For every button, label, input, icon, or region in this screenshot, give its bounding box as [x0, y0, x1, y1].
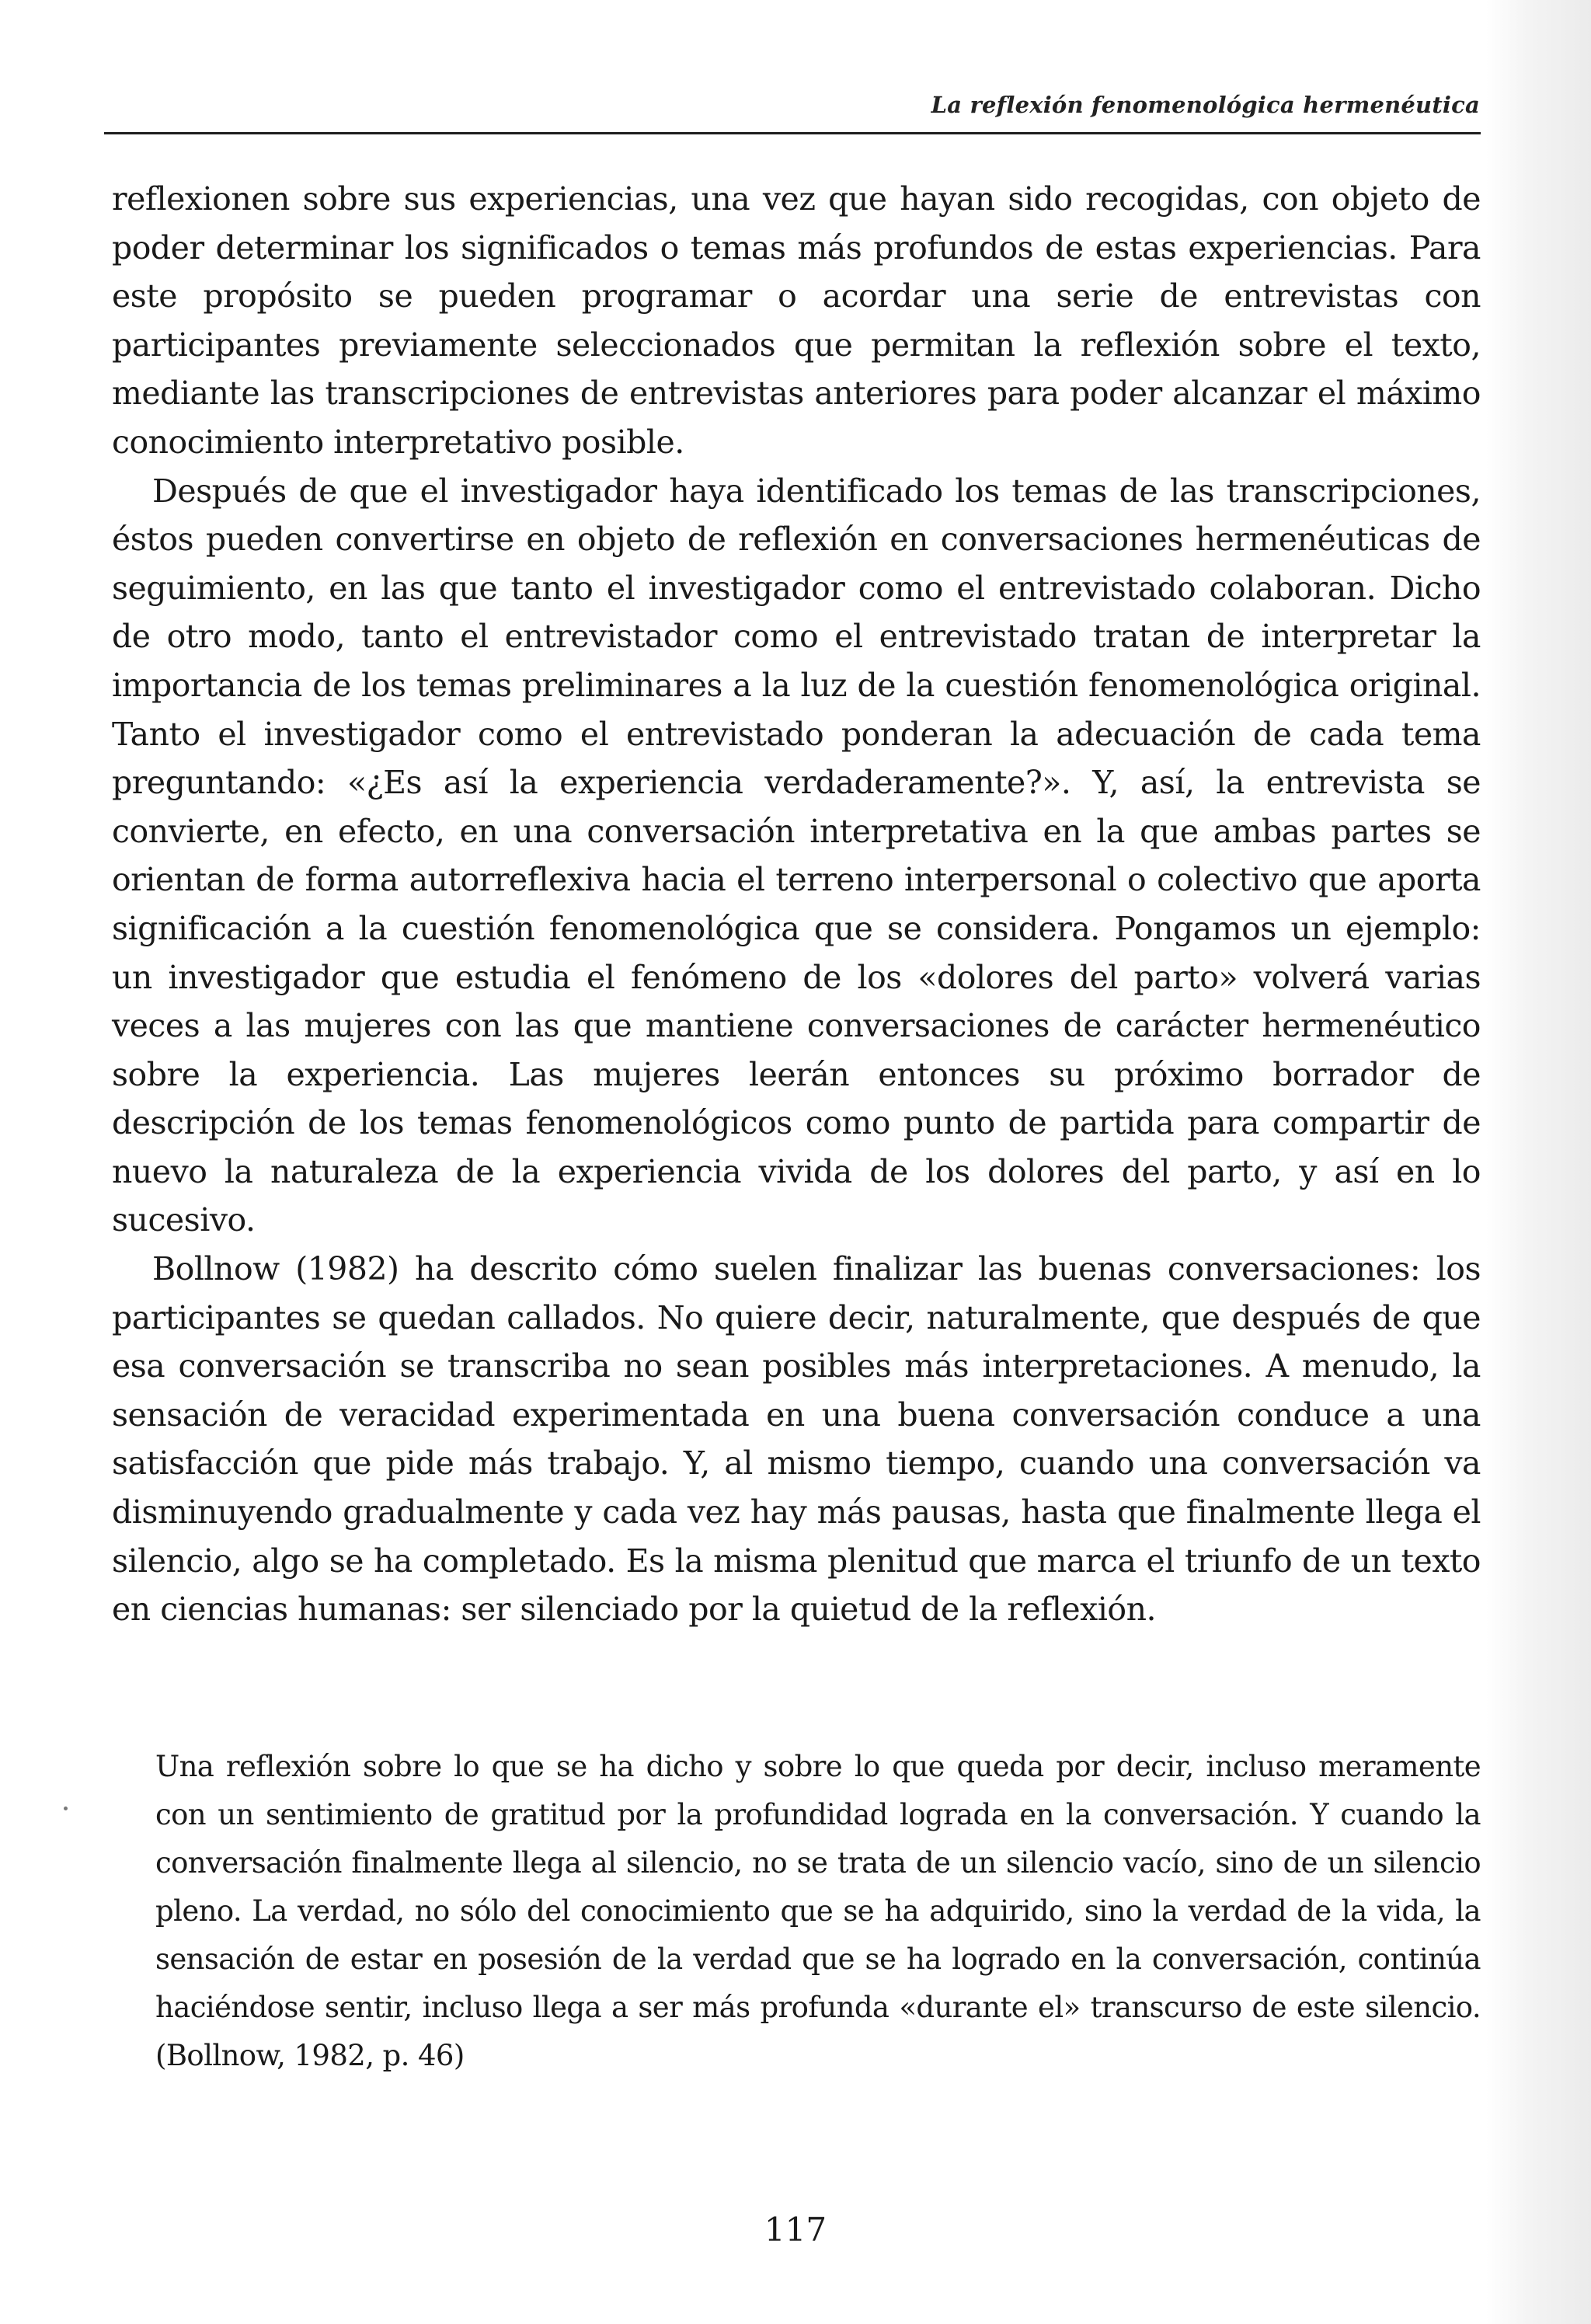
header-rule	[104, 132, 1481, 134]
paragraph-2: Después de que el investigador haya identificado los temas de las transcripciones, éstos pueden convertirse en objeto de reflexión en conversaciones hermenéuticas de seguimiento, en las que tanto el investigador como el entrevistado colaboran. Dicho de otro modo, tanto el entrevistador como el entrevistado tratan de interpretar la importancia de los temas preliminares a la luz de la cuestión fenomenológica original. Tanto el investigador como el entrevistado ponderan la adecuación de cada tema preguntando: «¿Es así la experiencia verdaderamente?». Y, así, la entrevista se convierte, en efecto, en una conversación interpretativa en la que ambas partes se orientan de forma autorreflexiva hacia el terreno interpersonal o colectivo que aporta significación a la cuestión fenomenológica que se considera. Pongamos un ejemplo: un investigador que estudia el fenómeno de los «dolores del parto» volverá varias veces a las mujeres con las que mantiene conversaciones de carácter hermenéutico sobre la experiencia. Las mujeres leerán entonces su próximo borrador de descripción de los temas fenomenológicos como punto de partida para compartir de nuevo la naturaleza de la experiencia vivida de los dolores del parto, y así en lo sucesivo.	[112, 472, 1481, 1239]
paragraph-1: reflexionen sobre sus experiencias, una vez que hayan sido recogidas, con objeto de poder determinar los significados o temas más profundos de estas experiencias. Para este propósito se pueden programar o acordar una serie de entrevistas con participantes previamente seleccionados que permitan la reflexión sobre el texto, mediante las transcripciones de entrevistas anteriores para poder alcanzar el máximo conocimiento interpretativo posible.	[112, 180, 1481, 461]
body-text	[112, 175, 1481, 1634]
page-number: 117	[764, 2211, 827, 2249]
running-head: La reflexión fenomenológica hermenéutica	[931, 92, 1480, 118]
paragraph-3: Bollnow (1982) ha descrito cómo suelen finalizar las buenas conversaciones: los participantes se quedan callados. No quiere decir, naturalmente, que después de que esa conversación se transcriba no sean posibles más interpretaciones. A menudo, la sensación de veracidad experimentada en una buena conversación conduce a una satisfacción que pide más trabajo. Y, al mismo tiempo, cuando una conversación va disminuyendo gradualmente y cada vez hay más pausas, hasta que finalmente llega el silencio, algo se ha completado. Es la misma plenitud que marca el triunfo de un texto en ciencias humanas: ser silenciado por la quietud de la reflexión.	[112, 1250, 1481, 1629]
scan-speck	[64, 1807, 68, 1810]
block-quote: Una reflexión sobre lo que se ha dicho y sobre lo que queda por decir, incluso meramente con un sentimiento de gratitud por la profundidad lograda en la conversación. Y cuando la conversación finalmente llega al silencio, no se trata de un silencio vacío, sino de un silencio pleno. La verdad, no sólo del conocimiento que se ha adquirido, sino la verdad de la vida, la sensación de estar en posesión de la verdad que se ha logrado en la conversación, continúa haciéndose sentir, incluso llega a ser más profunda «durante el» transcurso de este silencio. (Bollnow, 1982, p. 46)	[155, 1750, 1481, 2072]
scan-edge-shadow	[1486, 0, 1591, 2324]
